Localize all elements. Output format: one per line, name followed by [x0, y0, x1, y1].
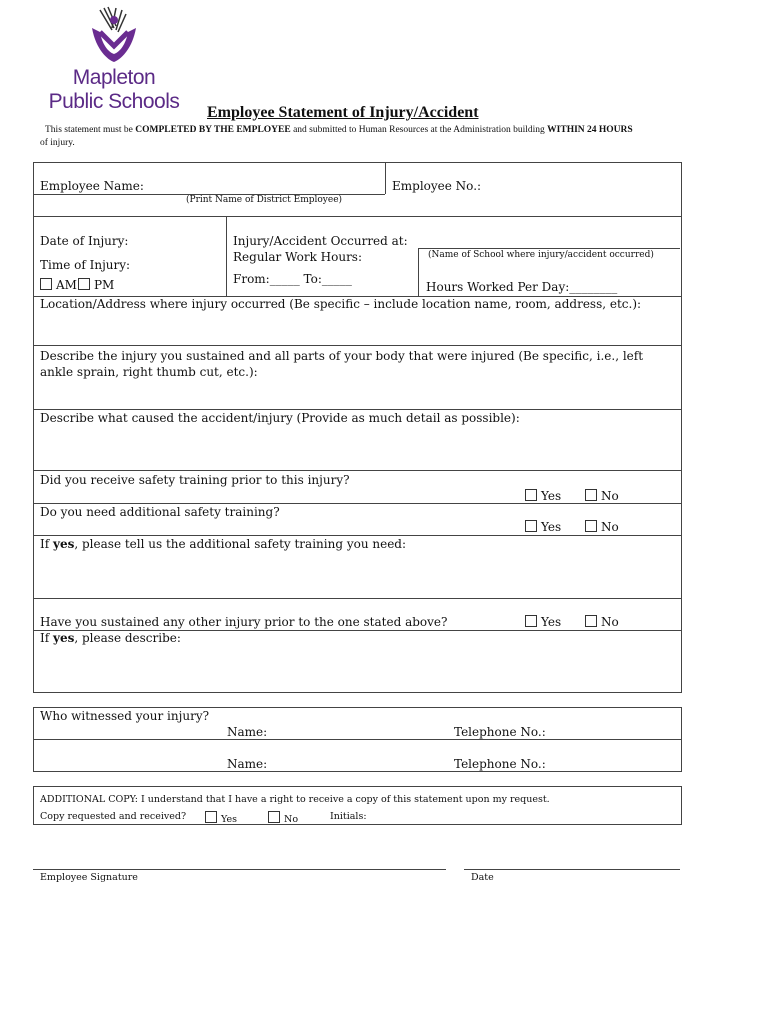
if-yes-bold: yes — [53, 631, 75, 645]
describe-suffix: , please describe: — [74, 631, 181, 645]
district-logo — [48, 6, 180, 116]
no-label: No — [601, 489, 619, 503]
checkbox-icon[interactable] — [268, 811, 280, 823]
divider — [33, 470, 681, 471]
time-of-injury-label: Time of Injury: — [40, 258, 131, 272]
training-q2-yes[interactable] — [525, 520, 561, 534]
employee-no-label: Employee No.: — [392, 179, 482, 193]
from-to-field[interactable]: From:_____ To:_____ — [233, 272, 352, 286]
divider — [33, 503, 681, 504]
no-label: No — [601, 520, 619, 534]
divider — [385, 162, 386, 194]
training-q1-no[interactable] — [585, 489, 619, 503]
logo-line1: Mapleton — [72, 66, 156, 89]
logo-line2: Public Schools — [48, 90, 180, 113]
initials-label: Initials: — [330, 811, 367, 822]
prior-injury-describe — [40, 631, 181, 645]
copy-yes[interactable] — [205, 811, 237, 825]
am-label: AM — [56, 278, 77, 292]
training-q2: Do you need additional safety training? — [40, 505, 280, 519]
yes-label: Yes — [221, 814, 237, 825]
witness1-name-label: Name: — [227, 725, 268, 739]
logo-emblem-icon — [86, 6, 142, 64]
witness1-phone-label: Telephone No.: — [454, 725, 546, 739]
divider — [418, 248, 680, 249]
checkbox-icon[interactable] — [525, 489, 537, 501]
prior-injury-yes[interactable] — [525, 615, 561, 629]
intro-part2: and submitted to Human Resources at the Administration building — [290, 125, 548, 135]
form-title: Employee Statement of Injury/Accident — [207, 104, 479, 121]
divider — [418, 248, 419, 296]
prior-injury-no[interactable] — [585, 615, 619, 629]
witness-question: Who witnessed your injury? — [40, 709, 210, 723]
checkbox-icon[interactable] — [525, 520, 537, 532]
training-q1-yes[interactable] — [525, 489, 561, 503]
date-label: Date — [471, 872, 494, 883]
divider — [33, 409, 681, 410]
checkbox-icon[interactable] — [205, 811, 217, 823]
signature-line[interactable] — [33, 869, 446, 870]
training-q3 — [40, 537, 406, 551]
witness2-name-label: Name: — [227, 757, 268, 771]
pm-checkbox[interactable] — [78, 278, 90, 290]
date-line[interactable] — [464, 869, 680, 870]
yes-label: Yes — [541, 520, 562, 534]
describe-injury-label: Describe the injury you sustained and all parts of your body that were injured (Be specific, i.e., left ankle sprain, right thumb cut, etc.): — [40, 349, 644, 379]
if-prefix: If — [40, 537, 53, 551]
employee-signature-label: Employee Signature — [40, 872, 138, 883]
if-yes-bold: yes — [53, 537, 75, 551]
am-pm-options — [40, 278, 114, 292]
intro-bold1: COMPLETED BY THE EMPLOYEE — [135, 125, 291, 135]
employee-name-label: Employee Name: — [40, 179, 144, 193]
hours-per-day-field[interactable]: Hours Worked Per Day:________ — [426, 280, 618, 294]
intro-part1: This statement must be — [45, 125, 136, 135]
q3-suffix: , please tell us the additional safety training you need: — [74, 537, 407, 551]
intro-text — [40, 124, 685, 150]
yes-label: Yes — [541, 489, 562, 503]
copy-no[interactable] — [268, 811, 298, 825]
checkbox-icon[interactable] — [585, 615, 597, 627]
describe-cause-label: Describe what caused the accident/injury (Provide as much detail as possible): — [40, 411, 520, 425]
work-hours-label: Regular Work Hours: — [233, 250, 363, 264]
no-label: No — [601, 615, 619, 629]
employee-name-hint: (Print Name of District Employee) — [186, 195, 343, 205]
divider — [33, 598, 681, 599]
copy-requested-label: Copy requested and received? — [40, 811, 187, 822]
divider — [33, 345, 681, 346]
date-of-injury-label: Date of Injury: — [40, 234, 129, 248]
divider — [33, 739, 681, 740]
yes-label: Yes — [541, 615, 562, 629]
occurred-at-label: Injury/Accident Occurred at: — [233, 234, 408, 248]
school-name-hint: (Name of School where injury/accident occurred) — [428, 250, 654, 260]
checkbox-icon[interactable] — [525, 615, 537, 627]
witness2-phone-label: Telephone No.: — [454, 757, 546, 771]
pm-label: PM — [93, 278, 115, 292]
intro-part3: of injury. — [40, 138, 75, 148]
prior-injury-q: Have you sustained any other injury prior to the one stated above? — [40, 615, 448, 629]
checkbox-icon[interactable] — [585, 489, 597, 501]
additional-copy-statement: ADDITIONAL COPY: I understand that I have a right to receive a copy of this statement upon my request. — [40, 794, 550, 805]
divider — [226, 216, 227, 296]
training-q2-no[interactable] — [585, 520, 619, 534]
location-label: Location/Address where injury occurred (Be specific – include location name, room, address, etc.): — [40, 297, 642, 311]
divider — [33, 535, 681, 536]
no-label: No — [284, 814, 299, 825]
divider — [33, 216, 681, 217]
training-q1: Did you receive safety training prior to this injury? — [40, 473, 350, 487]
am-checkbox[interactable] — [40, 278, 52, 290]
checkbox-icon[interactable] — [585, 520, 597, 532]
intro-bold2: WITHIN 24 HOURS — [547, 125, 633, 135]
if-prefix: If — [40, 631, 53, 645]
